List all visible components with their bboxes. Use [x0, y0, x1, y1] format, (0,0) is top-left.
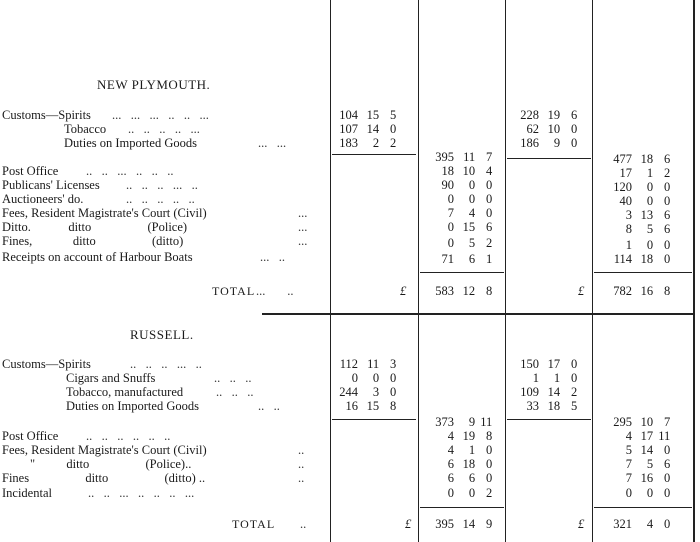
amount-cell: 71 6 1 — [441, 252, 493, 266]
column-rule-5 — [693, 0, 695, 542]
row-label: Receipts on account of Harbour Boats — [2, 250, 193, 264]
amount-cell: 1 1 0 — [532, 371, 578, 385]
row-dots: .. .. — [258, 399, 280, 413]
row-label: Incidental — [2, 486, 52, 500]
amount-cell: 4 17 11 — [625, 429, 671, 443]
amount-cell: 228 19 6 — [520, 108, 578, 122]
section-title-new-plymouth: NEW PLYMOUTH. — [97, 77, 211, 92]
row-label: " ditto (Police).. — [30, 457, 192, 471]
amount-cell: 0 0 0 — [447, 192, 493, 206]
amount-cell: 7 4 0 — [447, 206, 493, 220]
amount-cell: 3 13 6 — [625, 208, 671, 222]
row-dots: .. .. .. ... .. — [126, 178, 198, 192]
total-amount: 583 12 8 — [435, 284, 493, 298]
amount-cell: 373 9 11 — [435, 415, 493, 429]
amount-cell: 8 5 6 — [625, 222, 671, 236]
row-dots: ... .. — [260, 250, 285, 264]
row-dots: .. .. .. ... .. — [130, 357, 202, 371]
subtotal-rule — [507, 419, 591, 420]
row-dots: .. .. ... .. .. .. ... — [88, 486, 195, 500]
amount-cell: 120 0 0 — [613, 180, 671, 194]
row-label: Customs—Spirits — [2, 357, 91, 371]
total-amount: 395 14 9 — [435, 517, 493, 531]
row-dots: .. .. .. — [216, 385, 254, 399]
row-dots: .. .. ... .. .. .. — [86, 164, 174, 178]
amount-cell: 104 15 5 — [339, 108, 397, 122]
subtotal-rule — [507, 158, 591, 159]
row-dots: ... — [298, 220, 308, 234]
row-label: Fines, ditto (ditto) — [2, 234, 184, 248]
total-dots: .. — [300, 517, 307, 531]
total-rule — [594, 507, 692, 508]
row-label: Post Office — [2, 429, 59, 443]
amount-cell: 4 19 8 — [447, 429, 493, 443]
amount-cell: 33 18 5 — [526, 399, 578, 413]
amount-cell: 40 0 0 — [619, 194, 671, 208]
amount-cell: 16 15 8 — [345, 399, 397, 413]
column-rule-2 — [418, 0, 419, 542]
amount-cell: 0 0 2 — [447, 486, 493, 500]
total-rule — [420, 272, 504, 273]
row-dots: ... ... — [258, 136, 287, 150]
row-label: Cigars and Snuffs — [66, 371, 156, 385]
row-label: Tobacco, manufactured — [66, 385, 184, 399]
amount-cell: 4 1 0 — [447, 443, 493, 457]
row-label: Fees, Resident Magistrate's Court (Civil) — [2, 443, 207, 457]
row-dots: .. .. .. — [214, 371, 252, 385]
amount-cell: 0 0 0 — [625, 486, 671, 500]
column-rule-3 — [505, 0, 506, 542]
row-dots: .. — [298, 443, 305, 457]
amount-cell: 150 17 0 — [520, 357, 578, 371]
amount-cell: 107 14 0 — [339, 122, 397, 136]
amount-cell: 112 11 3 — [339, 357, 397, 371]
total-amount: 782 16 8 — [613, 284, 671, 298]
amount-cell: 183 2 2 — [339, 136, 397, 150]
total-dots: ... .. — [256, 284, 294, 298]
row-dots: ... ... ... .. .. ... — [112, 108, 209, 122]
amount-cell: 18 10 4 — [441, 164, 493, 178]
amount-cell: 477 18 6 — [613, 152, 671, 166]
amount-cell: 0 0 0 — [351, 371, 397, 385]
amount-cell: 6 18 0 — [447, 457, 493, 471]
amount-cell: 109 14 2 — [520, 385, 578, 399]
row-dots: .. — [298, 457, 305, 471]
row-label: Auctioneers' do. — [2, 192, 84, 206]
row-label: Post Office — [2, 164, 59, 178]
row-dots: .. .. .. .. .. — [126, 192, 195, 206]
amount-cell: 395 11 7 — [435, 150, 493, 164]
amount-cell: 62 10 0 — [526, 122, 578, 136]
amount-cell: 0 15 6 — [447, 220, 493, 234]
row-label: Tobacco — [64, 122, 107, 136]
amount-cell: 244 3 0 — [339, 385, 397, 399]
amount-cell: 1 0 0 — [625, 238, 671, 252]
amount-cell: 5 14 0 — [625, 443, 671, 457]
amount-cell: 186 9 0 — [520, 136, 578, 150]
column-rule-1 — [330, 0, 331, 542]
total-amount: 321 4 0 — [613, 517, 671, 531]
amount-cell: 7 5 6 — [625, 457, 671, 471]
row-label: Fees, Resident Magistrate's Court (Civil) — [2, 206, 207, 220]
row-dots: ... — [298, 234, 308, 248]
currency-symbol: £ — [578, 517, 585, 531]
amount-cell: 17 1 2 — [619, 166, 671, 180]
amount-cell: 6 6 0 — [447, 471, 493, 485]
row-label: Fines ditto (ditto) .. — [2, 471, 206, 485]
amount-cell: 114 18 0 — [613, 252, 671, 266]
currency-symbol: £ — [405, 517, 412, 531]
total-rule — [420, 507, 504, 508]
total-label: TOTAL — [232, 517, 276, 531]
row-dots: .. .. .. .. ... — [128, 122, 200, 136]
subtotal-rule — [332, 419, 416, 420]
row-label: Duties on Imported Goods — [64, 136, 197, 150]
row-dots: ... — [298, 206, 308, 220]
amount-cell: 295 10 7 — [613, 415, 671, 429]
currency-symbol: £ — [578, 284, 585, 298]
row-label: Customs—Spirits — [2, 108, 91, 122]
row-dots: .. .. .. .. .. .. — [86, 429, 171, 443]
total-label: TOTAL — [212, 284, 256, 298]
row-label: Publicans' Licenses — [2, 178, 100, 192]
row-label: Duties on Imported Goods — [66, 399, 199, 413]
row-dots: .. — [298, 471, 305, 485]
amount-cell: 7 16 0 — [625, 471, 671, 485]
total-rule — [594, 272, 692, 273]
section-title-russell: RUSSELL. — [130, 327, 194, 342]
subtotal-rule — [332, 154, 416, 155]
column-rule-4 — [592, 0, 593, 542]
amount-cell: 90 0 0 — [441, 178, 493, 192]
currency-symbol: £ — [400, 284, 407, 298]
section-divider — [262, 313, 694, 315]
row-label: Ditto. ditto (Police) — [2, 220, 188, 234]
amount-cell: 0 5 2 — [447, 236, 493, 250]
